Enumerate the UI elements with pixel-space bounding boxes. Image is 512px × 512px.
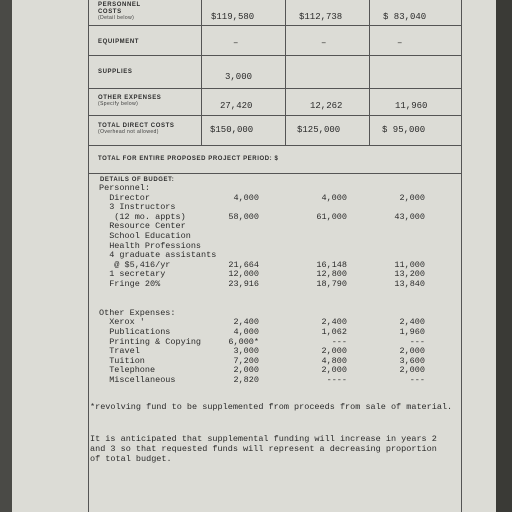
- details-item-labels: [99, 184, 216, 385]
- details-amount-year1: 21,664: [228, 259, 259, 270]
- details-line: 4 graduate assistants: [99, 250, 217, 261]
- total-direct-year1: $150,000: [210, 125, 254, 135]
- details-amount-year3: 2,000: [399, 365, 425, 376]
- details-line: 1 secretary: [99, 269, 166, 280]
- equipment-year1: –: [233, 38, 239, 48]
- personnel-costs-label: PERSONNEL: [98, 2, 141, 8]
- details-amount-year2: 12,800: [316, 269, 347, 280]
- supplies-year1: 3,000: [225, 72, 253, 82]
- details-amount-year1: [201, 290, 259, 300]
- details-amount-year2: [285, 290, 347, 300]
- details-amount-year1: 12,000: [228, 269, 259, 280]
- funding-note-line2: and 3 so that requested funds will represent a decreasing proportion: [90, 444, 437, 454]
- other-expenses-year1: 27,420: [220, 101, 253, 111]
- details-line: Director: [99, 192, 151, 203]
- details-amount-year1: 3,000: [233, 346, 259, 357]
- details-amount-year1: 2,000: [233, 365, 259, 376]
- details-amount-year2: [285, 222, 347, 232]
- revolving-fund-footnote: *revolving fund to be supplemented from proceeds from sale of material.: [90, 402, 453, 412]
- equipment-year3: –: [397, 38, 403, 48]
- details-year2-amounts: [285, 184, 347, 385]
- details-line: Xerox ': [99, 317, 145, 328]
- details-amount-year2: 18,790: [316, 278, 347, 289]
- personnel-year1: $119,580: [211, 12, 255, 22]
- details-of-budget-header: DETAILS OF BUDGET:: [100, 177, 175, 183]
- column-divider: [201, 0, 202, 145]
- supplies-label: SUPPLIES: [98, 69, 133, 75]
- equipment-year2: –: [321, 38, 327, 48]
- funding-note-line3: of total budget.: [90, 454, 172, 464]
- details-line: [99, 290, 216, 300]
- total-direct-year2: $125,000: [297, 125, 341, 135]
- details-amount-year3: [369, 242, 425, 252]
- details-amount-year1: 2,820: [233, 374, 259, 385]
- details-amount-year3: 13,200: [394, 269, 425, 280]
- details-amount-year3: [369, 290, 425, 300]
- details-amount-year2: ---: [331, 336, 347, 347]
- details-amount-year3: [369, 232, 425, 242]
- total-project-period-label: TOTAL FOR ENTIRE PROPOSED PROJECT PERIOD: $: [98, 156, 279, 162]
- details-line: Telephone: [99, 365, 156, 376]
- details-amount-year1: [201, 299, 259, 309]
- details-amount-year3: 11,000: [394, 259, 425, 270]
- details-amount-year2: ----: [326, 374, 347, 385]
- details-amount-year3: 2,000: [399, 346, 425, 357]
- details-amount-year2: 1,062: [321, 326, 347, 337]
- row-divider: [89, 55, 461, 56]
- details-amount-year2: 61,000: [316, 211, 347, 222]
- personnel-costs-note: (Detail below): [98, 15, 135, 21]
- details-line: Publications: [99, 326, 171, 337]
- column-divider: [369, 0, 370, 145]
- details-amount-year2: 2,400: [321, 317, 347, 328]
- details-amount-year1: 58,000: [228, 211, 259, 222]
- personnel-costs-label-line2: COSTS: [98, 9, 122, 15]
- funding-note-line1: It is anticipated that supplemental funding will increase in years 2: [90, 434, 437, 444]
- row-divider: [89, 173, 461, 174]
- details-line: Travel: [99, 346, 140, 357]
- page-edge-left: [0, 0, 12, 512]
- details-amount-year1: [201, 222, 259, 232]
- row-divider: [89, 25, 461, 26]
- total-direct-costs-label: TOTAL DIRECT COSTS: [98, 123, 175, 129]
- details-amount-year3: ---: [409, 374, 425, 385]
- details-line: 3 Instructors: [99, 202, 176, 213]
- details-amount-year3: [369, 222, 425, 232]
- scanned-page: [12, 0, 496, 512]
- row-divider: [89, 88, 461, 89]
- details-amount-year2: 2,000: [321, 365, 347, 376]
- details-amount-year3: 1,960: [399, 326, 425, 337]
- row-divider: [89, 145, 461, 146]
- column-divider: [285, 0, 286, 145]
- details-line: (12 mo. appts): [99, 211, 186, 222]
- other-expenses-note: (Specify below): [98, 101, 139, 107]
- details-amount-year2: 4,800: [321, 355, 347, 366]
- details-amount-year1: [201, 242, 259, 252]
- details-amount-year3: ---: [409, 336, 425, 347]
- row-divider: [89, 115, 461, 116]
- details-amount-year2: [285, 242, 347, 252]
- details-amount-year2: 16,148: [316, 259, 347, 270]
- details-line: Miscellaneous: [99, 374, 176, 385]
- other-expenses-year2: 12,262: [310, 101, 343, 111]
- details-year1-amounts: [201, 184, 259, 385]
- details-amount-year1: 6,000*: [228, 336, 259, 347]
- details-amount-year3: 2,000: [399, 192, 425, 203]
- details-line: Other Expenses:: [99, 307, 176, 318]
- details-line: Tuition: [99, 355, 145, 366]
- details-year3-amounts: [369, 184, 425, 385]
- details-line: Resource Center: [99, 221, 186, 232]
- details-amount-year2: 2,000: [321, 346, 347, 357]
- details-line: @ $5,416/yr: [99, 259, 171, 270]
- details-line: Printing & Copying: [99, 336, 202, 347]
- details-line: Health Professions: [99, 240, 202, 251]
- other-expenses-label: OTHER EXPENSES: [98, 95, 162, 101]
- details-amount-year2: [285, 232, 347, 242]
- details-line: Personnel:: [99, 183, 151, 193]
- details-line: Fringe 20%: [99, 278, 161, 289]
- details-amount-year3: 2,400: [399, 317, 425, 328]
- other-expenses-year3: 11,960: [395, 101, 428, 111]
- details-line: School Education: [99, 230, 191, 241]
- personnel-year3: $ 83,040: [383, 12, 427, 22]
- details-amount-year2: 4,000: [321, 192, 347, 203]
- details-amount-year1: 7,200: [233, 355, 259, 366]
- details-amount-year3: 3,600: [399, 355, 425, 366]
- equipment-label: EQUIPMENT: [98, 39, 140, 45]
- personnel-year2: $112,738: [299, 12, 343, 22]
- details-amount-year2: [285, 299, 347, 309]
- details-amount-year1: 23,916: [228, 278, 259, 289]
- page-edge-right: [496, 0, 512, 512]
- details-amount-year1: [201, 232, 259, 242]
- details-amount-year3: 43,000: [394, 211, 425, 222]
- details-amount-year1: 4,000: [233, 192, 259, 203]
- details-amount-year3: [369, 299, 425, 309]
- details-amount-year1: 2,400: [233, 317, 259, 328]
- total-direct-costs-note: (Overhead not allowed): [98, 129, 159, 135]
- total-direct-year3: $ 95,000: [382, 125, 426, 135]
- budget-form: [88, 0, 462, 512]
- details-amount-year3: 13,840: [394, 278, 425, 289]
- details-amount-year1: 4,000: [233, 326, 259, 337]
